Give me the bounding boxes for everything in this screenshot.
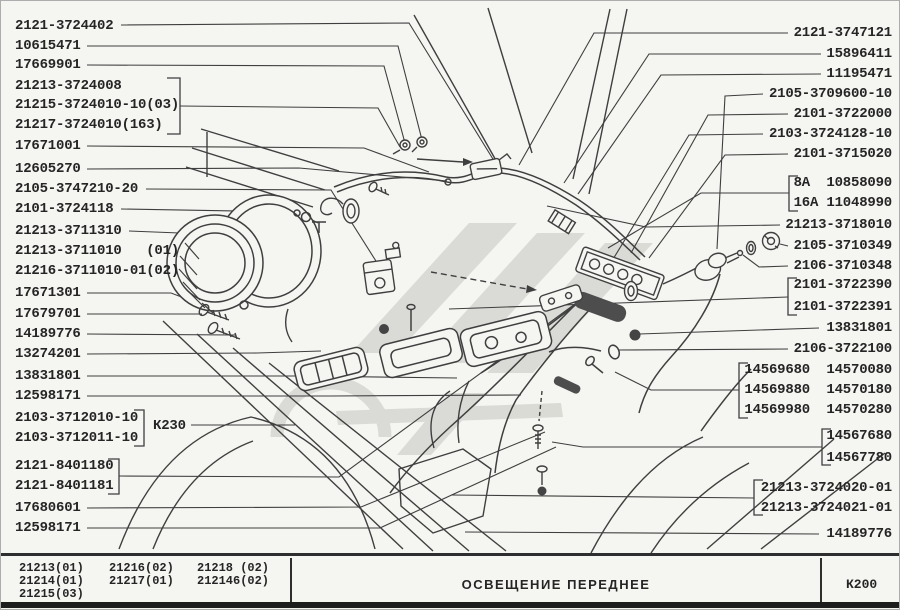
part-label: 2101-3715020: [793, 146, 892, 162]
harness-grommets: [321, 137, 511, 223]
part-label: 14569980 14570280: [744, 402, 892, 418]
part-label: 13831801: [15, 368, 81, 384]
part-label: 17671001: [15, 138, 81, 154]
part-label: 14567780: [826, 450, 892, 466]
model-code: 21214(01): [19, 574, 84, 588]
part-label: 12598171: [15, 388, 81, 404]
part-label: 21213-3711010 (01): [15, 243, 180, 259]
part-label: 2106-3722100: [793, 341, 892, 357]
part-label: 2103-3712011-10: [15, 430, 139, 446]
part-label: 17680601: [15, 500, 81, 516]
part-label: 21216-3711010-01(02): [15, 263, 180, 279]
footer-divider: [820, 558, 822, 602]
part-label: 2121-8401181: [15, 478, 114, 494]
part-label: 14569680 14570080: [744, 362, 892, 378]
fuse-rating-label: 16А 11048990: [793, 195, 892, 211]
part-label: 14189776: [15, 326, 81, 342]
part-label: 2101-3722391: [793, 299, 892, 315]
part-label: 13831801: [826, 320, 892, 336]
part-label: 11195471: [826, 66, 892, 82]
part-label: 2103-3712010-10: [15, 410, 139, 426]
part-label: 13274201: [15, 346, 81, 362]
part-label: 12605270: [15, 161, 81, 177]
fuse-rating-label: 8А 10858090: [793, 175, 892, 191]
part-label: 2105-3747210-20: [15, 181, 139, 197]
part-label: 14189776: [826, 526, 892, 542]
part-label: 17671301: [15, 285, 81, 301]
part-label: 15896411: [826, 46, 892, 62]
part-label: 2121-3724402: [15, 18, 114, 34]
part-label: 10615471: [15, 38, 81, 54]
part-label: 2105-3710349: [793, 238, 892, 254]
cross-ref-label: К230: [153, 418, 186, 434]
part-label: 21215-3724010-10(03): [15, 97, 180, 113]
part-label: 21213-3724020-01: [760, 480, 892, 496]
model-code: 21216(02): [109, 561, 174, 575]
model-code: 21218 (02): [197, 561, 270, 575]
model-code: 21213(01): [19, 561, 84, 575]
footer-divider: [290, 558, 292, 602]
front-lighting-diagram: [1, 1, 900, 610]
model-code: 21215(03): [19, 587, 84, 601]
part-label: 2101-3722000: [793, 106, 892, 122]
part-label: 2121-8401180: [15, 458, 114, 474]
part-label: 14567680: [826, 428, 892, 444]
light-switch: [691, 233, 779, 284]
part-label: 12598171: [15, 520, 81, 536]
footer-top-rule: [1, 553, 900, 556]
part-label: 2105-3709600-10: [768, 86, 892, 102]
part-label: 17669901: [15, 57, 81, 73]
part-label: 21217-3724010(163): [15, 117, 163, 133]
sheet-title: ОСВЕЩЕНИЕ ПЕРЕДНЕЕ: [461, 577, 651, 592]
sheet-code: К200: [846, 577, 878, 592]
headlamp-assembly: [167, 195, 326, 313]
part-label: 21213-3724021-01: [760, 500, 892, 516]
part-label: 21213-3718010: [785, 217, 892, 233]
part-label: 2101-3724118: [15, 201, 114, 217]
part-label: 14569880 14570180: [744, 382, 892, 398]
part-label: 21213-3724008: [15, 78, 122, 94]
part-label: 2121-3747121: [793, 25, 892, 41]
part-label: 2103-3724128-10: [768, 126, 892, 142]
model-code: 212146(02): [197, 574, 270, 588]
footer-bottom-rule: [1, 602, 900, 608]
part-label: 2106-3710348: [793, 258, 892, 274]
part-label: 2101-3722390: [793, 277, 892, 293]
part-label: 17679701: [15, 306, 81, 322]
relay: [361, 242, 405, 295]
part-label: 21213-3711310: [15, 223, 122, 239]
model-code: 21217(01): [109, 574, 174, 588]
